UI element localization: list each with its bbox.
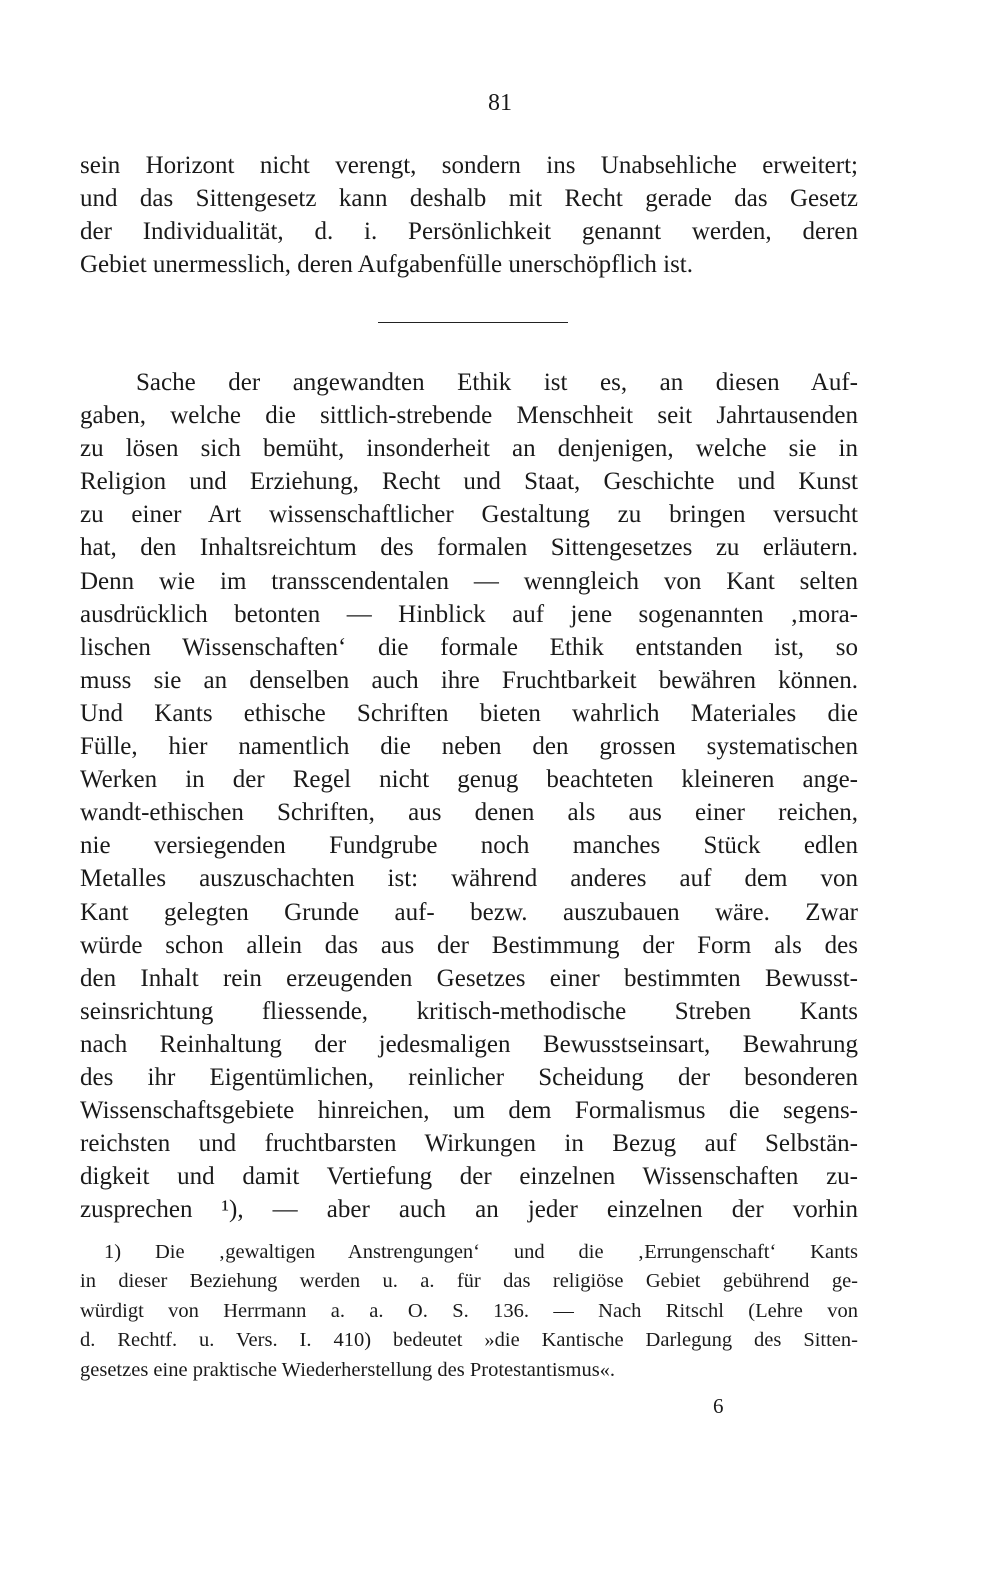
footnote-line: 1) Die ‚gewaltigen Anstrengungen‘ und die ‚Errungenschaft‘ Kants [104, 1241, 858, 1263]
text-line: Metalles auszuschachten ist: während anderes auf dem von [80, 865, 858, 893]
text-line: Gebiet unermesslich, deren Aufgabenfülle unerschöpflich ist. [80, 251, 694, 279]
text-line: ausdrücklich betonten — Hinblick auf jene sogenannten ‚mora- [80, 600, 858, 628]
text-line: Fülle, hier namentlich die neben den grossen systematischen [80, 733, 858, 761]
text-line: nach Reinhaltung der jedesmaligen Bewusstseinsart, Bewahrung [80, 1030, 858, 1058]
text-line: würde schon allein das aus der Bestimmung der Form als des [80, 931, 858, 959]
text-line: seinsrichtung fliessende, kritisch-methodische Streben Kants [80, 997, 858, 1025]
text-line: Werken in der Regel nicht genug beachteten kleineren ange- [80, 766, 858, 794]
text-line: zusprechen ¹), — aber auch an jeder einzelnen der vorhin [80, 1196, 858, 1224]
text-line: den Inhalt rein erzeugenden Gesetzes einer bestimmten Bewusst- [80, 964, 858, 992]
signature-mark: 6 [713, 1394, 724, 1418]
footnote-line: gesetzes eine praktische Wiederherstellung des Protestantismus«. [80, 1358, 616, 1381]
page-number: 81 [488, 90, 512, 116]
section-separator [378, 322, 568, 323]
text-line: sein Horizont nicht verengt, sondern ins Unabsehliche erweitert; [80, 152, 858, 179]
text-line: zu einer Art wissenschaftlicher Gestaltung zu bringen versucht [80, 501, 858, 529]
footnote-line: in dieser Beziehung werden u. a. für das religiöse Gebiet gebührend ge- [80, 1270, 858, 1293]
footnote [80, 1238, 858, 1385]
text-line: Kant gelegten Grunde auf- bezw. auszubauen wäre. Zwar [80, 898, 858, 926]
text-line: Sache der angewandten Ethik ist es, an diesen Auf- [136, 369, 858, 396]
main-paragraph [80, 366, 858, 1226]
text-line: digkeit und damit Vertiefung der einzelnen Wissenschaften zu- [80, 1163, 858, 1191]
text-line: und das Sittengesetz kann deshalb mit Recht gerade das Gesetz [80, 185, 858, 213]
text-line: wandt-ethischen Schriften, aus denen als aus einer reichen, [80, 799, 858, 827]
text-line: Und Kants ethische Schriften bieten wahrlich Materiales die [80, 699, 858, 727]
text-line: Wissenschaftsgebiete hinreichen, um dem Formalismus die segens- [80, 1097, 858, 1125]
text-line: des ihr Eigentümlichen, reinlicher Scheidung der besonderen [80, 1063, 858, 1091]
text-line: Denn wie im transscendentalen — wenngleich von Kant selten [80, 567, 858, 595]
footnote-line: d. Rechtf. u. Vers. I. 410) bedeutet »die Kantische Darlegung des Sitten- [80, 1329, 858, 1352]
intro-paragraph [80, 149, 858, 281]
text-line: gaben, welche die sittlich-strebende Menschheit seit Jahrtausenden [80, 402, 858, 430]
text-line: reichsten und fruchtbarsten Wirkungen in Bezug auf Selbstän- [80, 1130, 858, 1158]
text-line: zu lösen sich bemüht, insonderheit an denjenigen, welche sie in [80, 435, 858, 463]
text-line: Religion und Erziehung, Recht und Staat, Geschichte und Kunst [80, 468, 858, 496]
footnote-line: würdigt von Herrmann a. a. O. S. 136. — Nach Ritschl (Lehre von [80, 1299, 858, 1322]
text-line: hat, den Inhaltsreichtum des formalen Sittengesetzes zu erläutern. [80, 534, 858, 562]
text-line: der Individualität, d. i. Persönlichkeit genannt werden, deren [80, 218, 858, 246]
text-line: lischen Wissenschaften‘ die formale Ethik entstanden ist, so [80, 633, 858, 661]
text-line: muss sie an denselben auch ihre Fruchtbarkeit bewähren können. [80, 666, 858, 694]
text-line: nie versiegenden Fundgrube noch manches Stück edlen [80, 832, 858, 860]
